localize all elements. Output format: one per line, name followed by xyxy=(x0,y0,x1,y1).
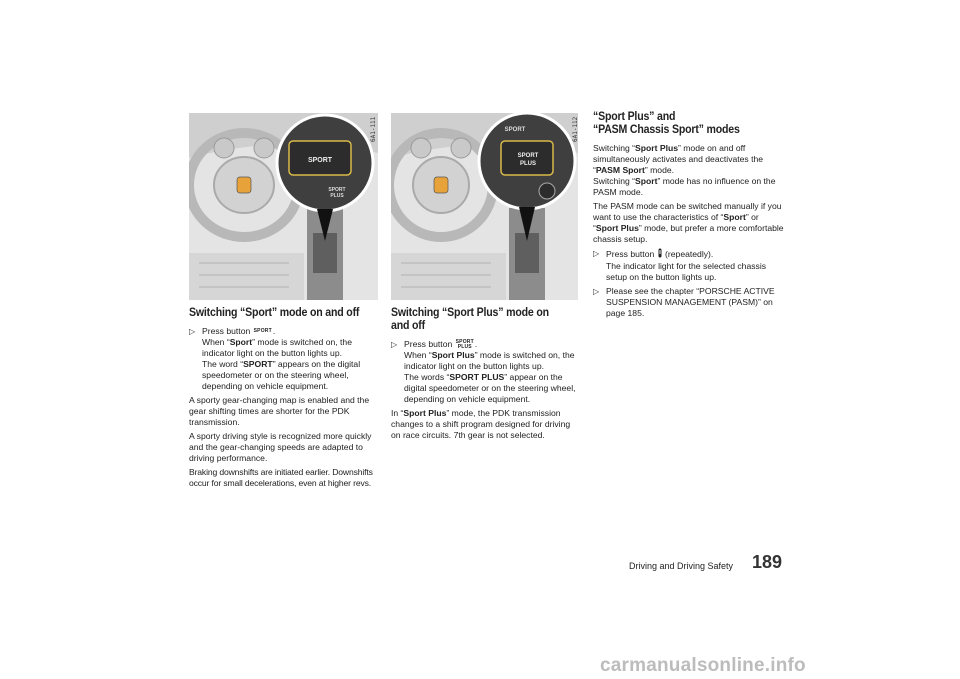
heading-sport: Switching “Sport” mode on and off xyxy=(189,307,360,319)
paragraph: The PASM mode can be switched manually if you want to use the characteristics of “Sport” or “Sport Plus” mode, but prefer a more comfortable chassis setup. xyxy=(593,201,784,244)
step-press-pasm: ▷ Press button (repeatedly). The indicator light for the selected chassis setup on the button lights up. xyxy=(593,248,767,282)
step-press-sport: ▷ Press button SPORT. When “Sport” mode is switched on, the indicator light on the button lights up. The word “SPORT” appears on the digital speedometer or on the steering wheel, depending on vehicle equipment. xyxy=(189,326,361,391)
paragraph: In “Sport Plus” mode, the PDK transmission changes to a shift program designed for driving on race circuits. 7th gear is not selected. xyxy=(391,408,571,440)
step-arrow-icon: ▷ xyxy=(189,327,196,336)
step-arrow-icon: ▷ xyxy=(593,249,600,258)
step-press-sport-plus: ▷ Press button SPORT PLUS . When “Sport Plus” mode is switched on, the indicator light on the button lights up. The words “SPORT PLUS” appear on the digital speedometer or on the steering wheel, depending on vehicle equipment. xyxy=(391,338,576,404)
step-arrow-icon: ▷ xyxy=(391,340,398,349)
heading-pasm: “Sport Plus” and “PASM Chassis Sport” modes xyxy=(593,111,740,136)
pasm-button-icon xyxy=(657,248,663,261)
figure-code-1: 6A1-111 xyxy=(370,116,377,142)
svg-text:SPORT: SPORT xyxy=(307,157,333,164)
svg-text:SPORT: SPORT xyxy=(517,153,539,159)
figure-code-2: 6A1-112 xyxy=(572,116,579,142)
sport-plus-button-icon: SPORT PLUS xyxy=(455,338,474,350)
cockpit-illustration-1 xyxy=(189,113,378,300)
cockpit-illustration-2 xyxy=(391,113,578,300)
figure-sport-button xyxy=(189,113,378,300)
paragraph: Braking downshifts are initiated earlier. Downshifts occur for small decelerations, even at higher revs. xyxy=(189,467,373,488)
watermark: carmanualsonline.info xyxy=(600,655,806,676)
column-pasm xyxy=(593,111,785,322)
svg-text:SPORT: SPORT xyxy=(328,187,346,193)
svg-text:PLUS: PLUS xyxy=(519,161,537,167)
page-number: 189 xyxy=(752,552,783,572)
svg-text:PLUS: PLUS xyxy=(330,193,344,199)
step-arrow-icon: ▷ xyxy=(593,287,600,296)
section-title: Driving and Driving Safety xyxy=(629,561,734,571)
svg-text:SPORT: SPORT xyxy=(504,127,526,133)
sport-button-icon: SPORT xyxy=(253,328,272,335)
column-sport-plus xyxy=(391,307,581,444)
column-sport xyxy=(189,307,381,492)
heading-sport-plus: Switching “Sport Plus” mode on and off xyxy=(391,307,549,332)
step-see-chapter: ▷ Please see the chapter “PORSCHE ACTIVE SUSPENSION MANAGEMENT (PASM)” on page 185. xyxy=(593,286,775,318)
paragraph: Switching “Sport Plus” mode on and off simultaneously activates and deactivates the “PASM Sport” mode. Switching “Sport” mode has no influence on the PASM mode. xyxy=(593,143,776,197)
paragraph: A sporty gear-changing map is enabled and the gear shifting times are shorter for the PDK transmission. xyxy=(189,395,370,427)
paragraph: A sporty driving style is recognized more quickly and the gear-changing speeds are adapted to driving performance. xyxy=(189,431,372,463)
figure-sport-plus-button xyxy=(391,113,578,300)
